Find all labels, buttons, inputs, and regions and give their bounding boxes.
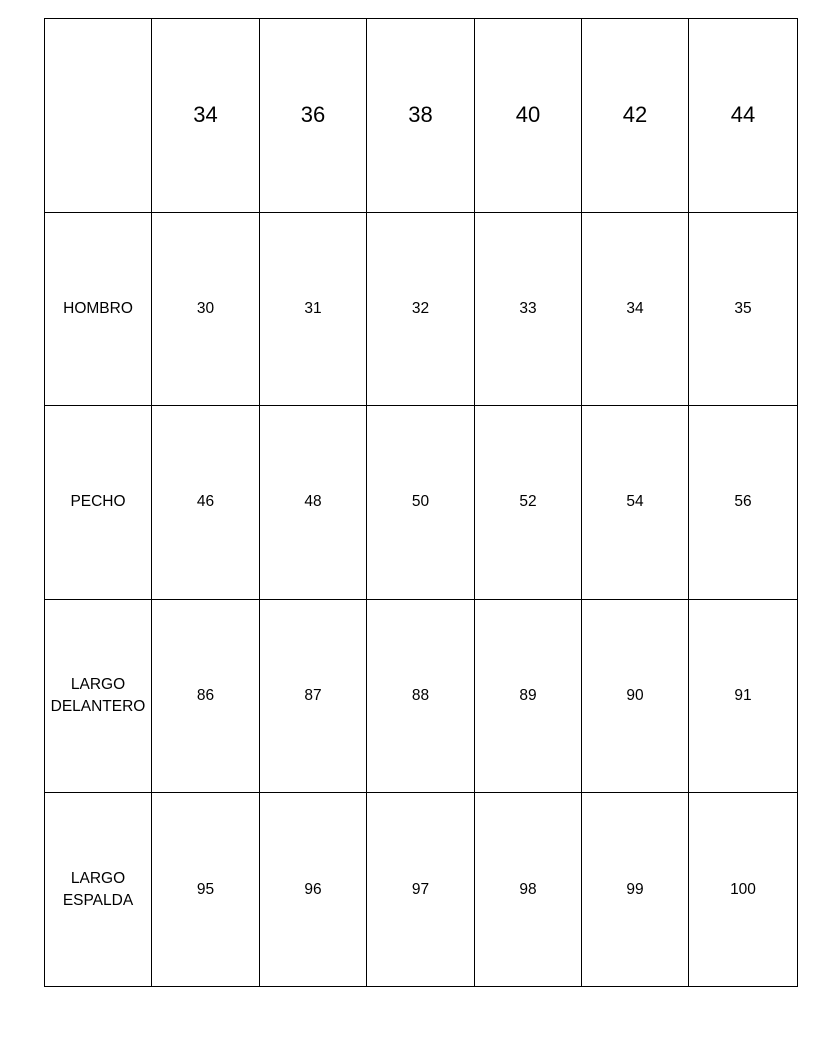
header-row (45, 19, 798, 213)
table-cell: 32 (367, 212, 475, 406)
size-header-42: 42 (582, 19, 689, 213)
table-cell: 86 (152, 599, 260, 793)
size-header-36: 36 (260, 19, 367, 213)
table-cell: 31 (260, 212, 367, 406)
table-cell: 100 (689, 793, 798, 987)
table-cell: 35 (689, 212, 798, 406)
table-cell: 98 (475, 793, 582, 987)
table-row (45, 212, 798, 406)
table-cell: 30 (152, 212, 260, 406)
table-row (45, 599, 798, 793)
size-header-38: 38 (367, 19, 475, 213)
table-row (45, 793, 798, 987)
size-header-40: 40 (475, 19, 582, 213)
table-cell: 34 (582, 212, 689, 406)
table-cell: 46 (152, 406, 260, 600)
table-cell: 54 (582, 406, 689, 600)
table-cell: 52 (475, 406, 582, 600)
table-cell: 95 (152, 793, 260, 987)
table-cell: 90 (582, 599, 689, 793)
row-label-hombro: HOMBRO (45, 212, 152, 406)
table-cell: 97 (367, 793, 475, 987)
table-cell: 99 (582, 793, 689, 987)
table-cell: 50 (367, 406, 475, 600)
table-cell: 89 (475, 599, 582, 793)
table-row (45, 406, 798, 600)
size-header-44: 44 (689, 19, 798, 213)
row-label-pecho: PECHO (45, 406, 152, 600)
row-label-largo-espalda: LARGO ESPALDA (45, 793, 152, 987)
table-cell: 56 (689, 406, 798, 600)
size-header-34: 34 (152, 19, 260, 213)
table-cell: 33 (475, 212, 582, 406)
size-chart-table (44, 18, 798, 987)
table-cell: 87 (260, 599, 367, 793)
table-cell: 96 (260, 793, 367, 987)
table-cell: 91 (689, 599, 798, 793)
row-label-largo-delantero: LARGO DELANTERO (45, 599, 152, 793)
corner-cell (45, 19, 152, 213)
table-cell: 48 (260, 406, 367, 600)
table-cell: 88 (367, 599, 475, 793)
